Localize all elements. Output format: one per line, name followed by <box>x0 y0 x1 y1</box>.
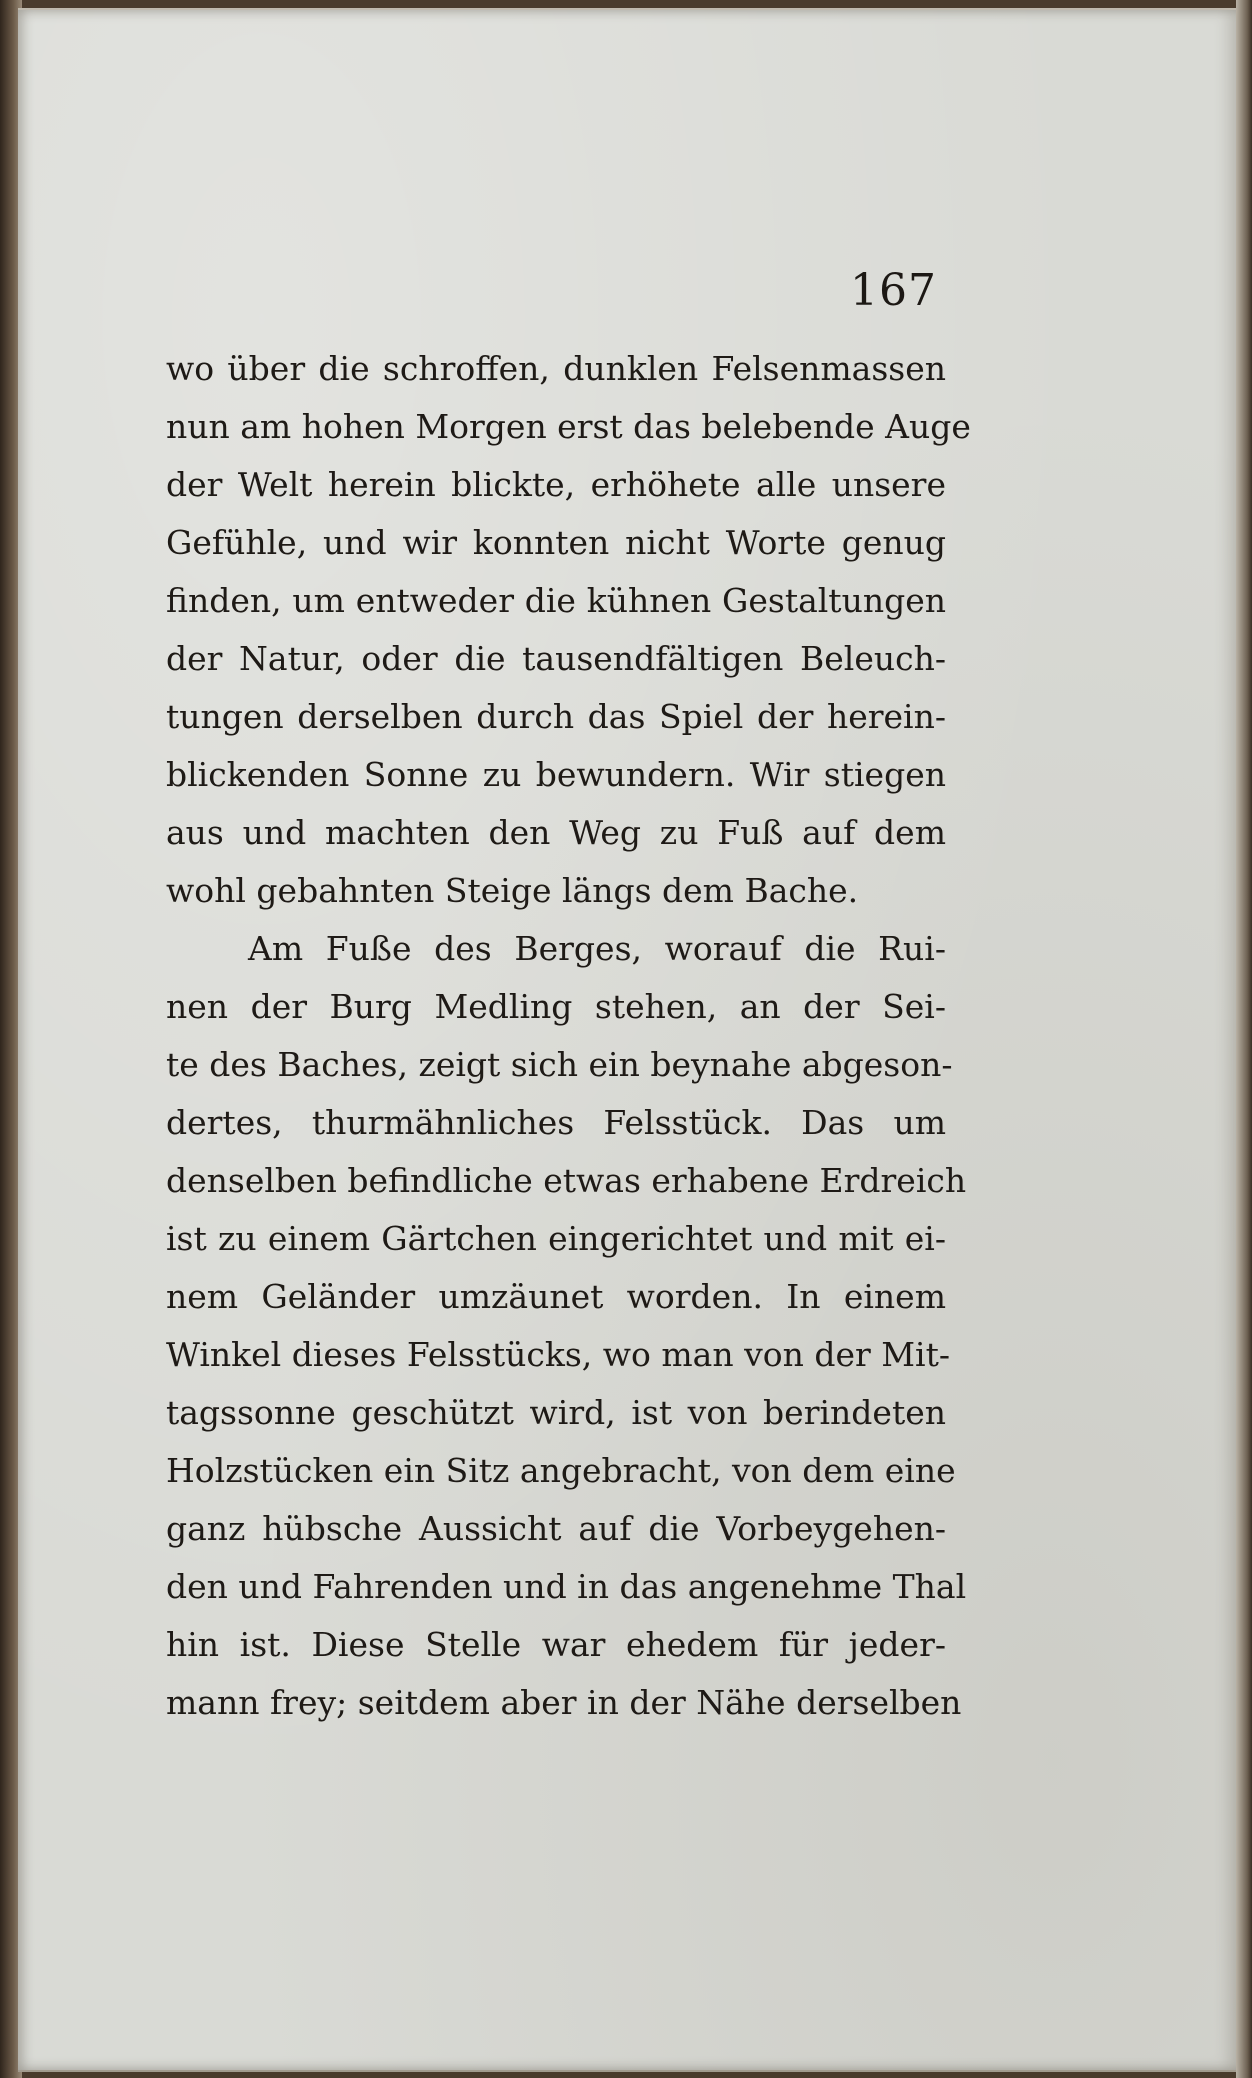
text-line: finden, um entweder die kühnen Gestaltungen <box>166 581 946 620</box>
text-line: blickenden Sonne zu bewundern. Wir stiegen <box>166 755 946 794</box>
text-line: denselben befindliche etwas erhabene Erdreich <box>166 1161 967 1200</box>
book-page <box>18 8 1239 2072</box>
text-line: der Natur, oder die tausendfältigen Beleuch- <box>166 639 946 678</box>
text-line: mann frey; seitdem aber in der Nähe derselben <box>166 1683 962 1722</box>
page-number: 167 <box>850 265 937 316</box>
body-text <box>166 340 971 1732</box>
text-line: aus und machten den Weg zu Fuß auf dem <box>166 813 946 852</box>
text-line: Gefühle, und wir konnten nicht Worte genug <box>166 523 946 562</box>
text-line: ist zu einem Gärtchen eingerichtet und mit ei- <box>166 1219 946 1258</box>
text-line: nun am hohen Morgen erst das belebende Auge <box>166 407 971 446</box>
text-line: te des Baches, zeigt sich ein beynahe abgeson- <box>166 1045 953 1084</box>
text-line: tungen derselben durch das Spiel der herein- <box>166 697 946 736</box>
text-line: tagssonne geschützt wird, ist von berindeten <box>166 1393 946 1432</box>
text-line: ganz hübsche Aussicht auf die Vorbeygehen- <box>166 1509 946 1548</box>
text-line: nen der Burg Medling stehen, an der Sei- <box>166 987 946 1026</box>
text-line-paragraph-end: wohl gebahnten Steige längs dem Bache. <box>166 871 859 910</box>
text-line-paragraph-start: Am Fuße des Berges, worauf die Rui- <box>248 929 946 968</box>
text-line: der Welt herein blickte, erhöhete alle unsere <box>166 465 946 504</box>
text-line: nem Geländer umzäunet worden. In einem <box>166 1277 946 1316</box>
page-edge <box>1236 0 1252 2078</box>
text-line: dertes, thurmähnliches Felsstück. Das um <box>166 1103 946 1142</box>
text-line: Holzstücken ein Sitz angebracht, von dem eine <box>166 1451 956 1490</box>
text-line: Winkel dieses Felsstücks, wo man von der Mit- <box>166 1335 951 1374</box>
text-line: hin ist. Diese Stelle war ehedem für jeder- <box>166 1625 946 1664</box>
text-line: den und Fahrenden und in das angenehme Thal <box>166 1567 967 1606</box>
text-line: wo über die schroffen, dunklen Felsenmassen <box>166 349 946 388</box>
